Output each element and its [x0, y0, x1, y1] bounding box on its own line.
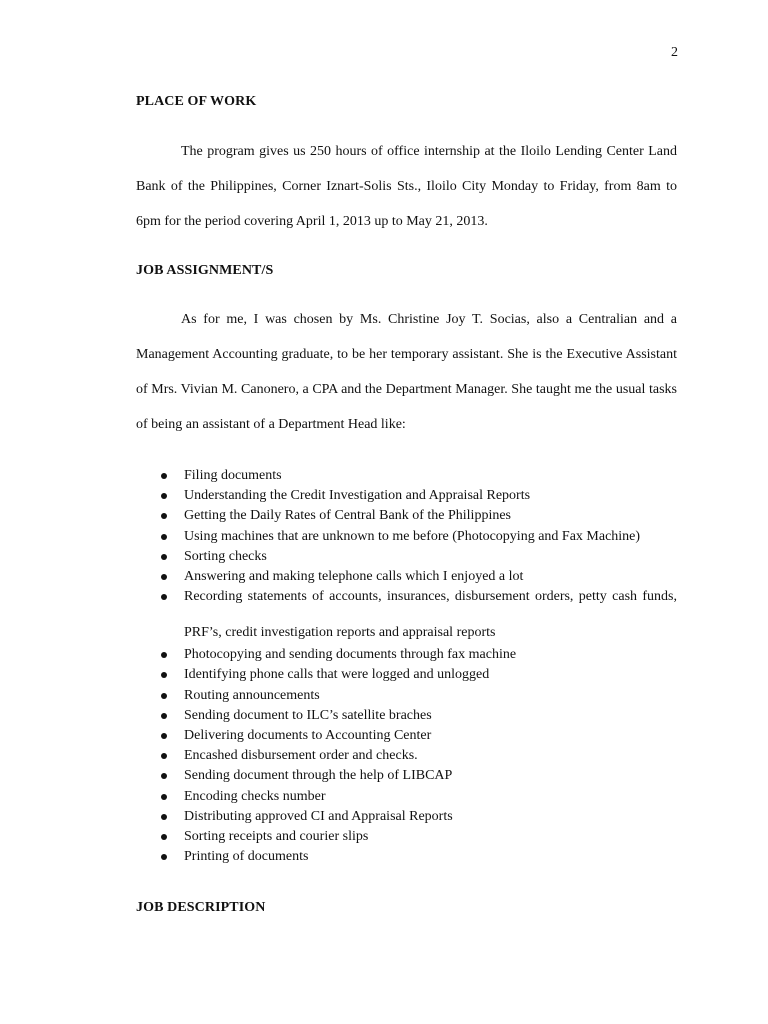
bullet-icon	[161, 753, 167, 759]
bullet-icon	[161, 814, 167, 820]
list-item	[136, 766, 677, 786]
list-item	[136, 686, 677, 706]
bullet-icon	[161, 534, 167, 540]
task-text: Using machines that are unknown to me before (Photocopying and Fax Machine)	[184, 528, 641, 544]
task-text: Sorting receipts and courier slips	[184, 829, 369, 845]
list-item	[136, 706, 677, 726]
list-item	[136, 787, 677, 807]
list-item	[136, 506, 677, 526]
bullet-icon	[161, 594, 167, 600]
list-item	[136, 579, 677, 651]
task-text: Sorting checks	[184, 548, 267, 564]
task-list	[136, 466, 677, 867]
bullet-icon	[161, 794, 167, 800]
list-item	[136, 645, 677, 665]
task-text: Distributing approved CI and Appraisal Reports	[184, 808, 453, 824]
task-text: Sending document through the help of LIBCAP	[184, 768, 453, 784]
task-text: Sending document to ILC’s satellite braches	[184, 707, 432, 723]
bullet-icon	[161, 513, 167, 519]
bullet-icon	[161, 672, 167, 678]
list-item	[136, 726, 677, 746]
task-text: Answering and making telephone calls which I enjoyed a lot	[184, 569, 524, 585]
bullet-icon	[161, 652, 167, 658]
list-item	[136, 547, 677, 567]
list-item	[136, 527, 677, 547]
task-text: Identifying phone calls that were logged and unlogged	[184, 667, 490, 683]
task-text: Recording statements of accounts, insurances, disbursement orders, petty cash funds, PRF’s, credit investigation reports and appraisal reports	[184, 589, 677, 641]
task-text: Delivering documents to Accounting Center	[184, 728, 432, 744]
bullet-icon	[161, 473, 167, 479]
task-text: Routing announcements	[184, 687, 320, 703]
heading-place-of-work: PLACE OF WORK	[136, 94, 257, 109]
task-text: Encashed disbursement order and checks.	[184, 748, 418, 764]
task-text: Encoding checks number	[184, 788, 326, 804]
list-item	[136, 827, 677, 847]
list-item	[136, 665, 677, 685]
task-text: Photocopying and sending documents through fax machine	[184, 647, 517, 663]
task-text: Printing of documents	[184, 849, 309, 865]
list-item	[136, 807, 677, 827]
bullet-icon	[161, 733, 167, 739]
task-text: Understanding the Credit Investigation and Appraisal Reports	[184, 488, 531, 504]
bullet-icon	[161, 834, 167, 840]
bullet-icon	[161, 554, 167, 560]
bullet-icon	[161, 493, 167, 499]
page-number: 2	[671, 45, 678, 60]
bullet-icon	[161, 693, 167, 699]
paragraph-place-of-work: The program gives us 250 hours of office internship at the Iloilo Lending Center Land Bank of the Philippines, Corner Iznart-Solis Sts., Iloilo City Monday to Friday, from 8am to 6pm for the period covering April 1, 2013 up to May 21, 2013.	[136, 144, 677, 229]
bullet-icon	[161, 854, 167, 860]
list-item	[136, 847, 677, 867]
heading-job-description: JOB DESCRIPTION	[136, 900, 266, 915]
bullet-icon	[161, 773, 167, 779]
task-text: Getting the Daily Rates of Central Bank of the Philippines	[184, 508, 511, 524]
list-item	[136, 486, 677, 506]
task-text: Filing documents	[184, 468, 282, 483]
bullet-icon	[161, 713, 167, 719]
heading-job-assignments: JOB ASSIGNMENT/S	[136, 263, 274, 278]
list-item	[136, 466, 677, 486]
paragraph-job-assignments: As for me, I was chosen by Ms. Christine Joy T. Socias, also a Centralian and a Management Accounting graduate, to be her temporary assistant. She is the Executive Assistant of Mrs. Vivian M. Canonero, a CPA and the Department Manager. She taught me the usual tasks of being an assistant of a Department Head like:	[136, 312, 677, 432]
list-item	[136, 746, 677, 766]
